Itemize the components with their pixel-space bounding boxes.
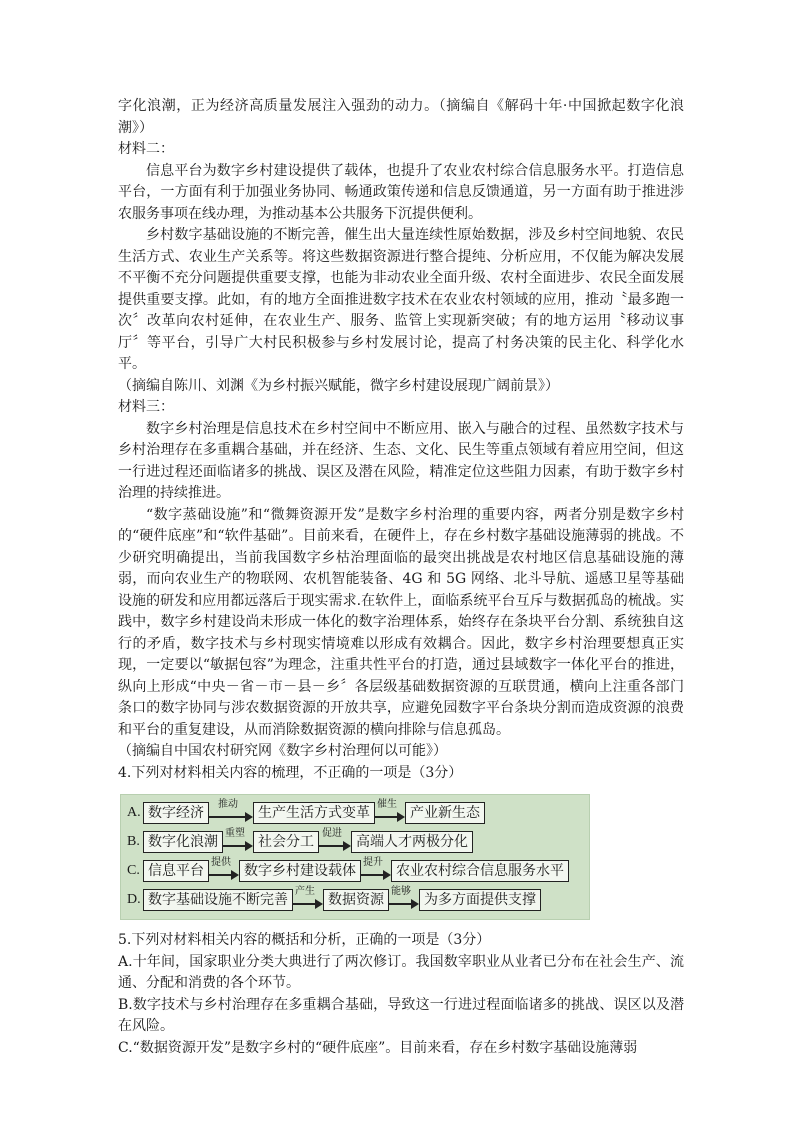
diagram-arrow (293, 886, 323, 910)
diagram-box: 数字基础设施不断完善 (143, 889, 293, 911)
question-4-diagram (120, 794, 590, 920)
diagram-row-b (127, 830, 473, 854)
material-three-label: 材料三： (118, 399, 174, 415)
diagram-arrow (375, 799, 405, 823)
document-page (118, 96, 684, 1059)
diagram-row-c (127, 859, 569, 883)
question-4-stem: 4.下列对材料相关内容的梳理，不正确的一项是（3分） (118, 764, 463, 781)
diagram-box: 社会分工 (253, 831, 319, 853)
arrow-label: 能够 (391, 886, 411, 897)
row-letter: D. (127, 892, 141, 908)
diagram-row-a (127, 801, 485, 825)
diagram-box: 生产生活方式变革 (253, 802, 375, 824)
row-letter: C. (127, 863, 140, 879)
diagram-box: 数字化浪潮 (143, 831, 223, 853)
question-5-stem: 5.下列对材料相关内容的概括和分析，正确的一项是（3分） (118, 932, 491, 948)
diagram-arrow (223, 828, 253, 852)
arrow-label: 提升 (363, 857, 383, 868)
diagram-arrow (361, 857, 391, 881)
material-two-paragraph-2: 乡村数字基础设施的不断完善，催生出大量连续性原始数据，涉及乡村空间地貌、农民生活方式、农业生产关系等。将这些数据资源进行整合提纯、分析应用，不仅能为解决发展不平衡不充分问题提供重要支撑，也能为非动农业全面升级、农村全面进步、农民全面发展提供重要支撑。此如，有的地方全面推进数字技术在农业农村领域的应用，推动〝最多跑一次〞改革向农村延伸，在农业生产、服务、监管上实现新突破；有的地方运用〝移动议事厅〞等平台，引导广大村民积极参与乡村发展讨论，提高了村务决策的民主化、科学化水平。 (118, 227, 684, 372)
row-letter: B. (127, 834, 140, 850)
row-letter: A. (127, 805, 141, 821)
diagram-arrow (389, 886, 419, 910)
diagram-box: 为多方面提供支撑 (419, 889, 541, 911)
arrow-label: 促进 (322, 828, 342, 839)
diagram-box: 数据资源 (323, 889, 389, 911)
material-three-paragraph-1: 数字乡村治理是信息技术在乡村空间中不断应用、嵌入与融合的过程、虽然数字技术与乡村治理存在多重耦合基础，并在经济、生态、文化、民生等重点领域有着应用空间，但这一行进过程还面临诸多的挑战、误区及潜在风险，精准定位这些阻力因素，有助于数字乡村治理的持续推进。 (118, 420, 684, 501)
material-two-source: （摘编自陈川、刘渊《为乡村振兴赋能，微字乡村建设展现广阔前景》） (118, 377, 559, 394)
arrow-label: 重塑 (225, 828, 245, 839)
diagram-arrow (319, 828, 351, 852)
diagram-box: 农业农村综合信息服务水平 (391, 860, 569, 882)
diagram-box: 数字经济 (143, 802, 209, 824)
question-5-option-c: C.“数据资源开发”是数字乡村的“硬件底座”。目前来看，存在乡村数字基础设施薄弱 (118, 1039, 638, 1056)
arrow-label: 产生 (295, 886, 315, 897)
material-two-paragraph-1: 信息平台为数字乡村建设提供了载体，也提升了农业农村综合信息服务水平。打造信息平台，一方面有利于加强业务协同、畅通政策传递和信息反馈通道，另一方面有助于推进涉农服务事项在线办理，为推动基本公共服务下沉提供便利。 (118, 162, 684, 222)
diagram-box: 产业新生态 (405, 802, 485, 824)
material-two-label: 材料二： (118, 141, 174, 157)
diagram-arrow (209, 799, 253, 823)
question-5-option-b: B.数字技术与乡村治理存在多重耦合基础，导致这一行进过程面临诸多的挑战、误区以及潜在风险。 (118, 996, 684, 1034)
paragraph-top: 字化浪潮，正为经济高质量发展注入强劲的动力。（摘编自《解码十年·中国掀起数字化浪潮》） (118, 98, 684, 136)
diagram-arrow (209, 857, 239, 881)
arrow-label: 推动 (218, 799, 238, 810)
diagram-box: 信息平台 (143, 860, 209, 882)
material-three-paragraph-2: “数字蒸础设施”和“微舞资源开发”是数字乡村治理的重要内容，两者分别是数字乡村的“硬件底座”和“软件基础”。目前来看，在硬件上，存在乡村数字基础设施薄弱的挑战。不少研究明确提出，当前我国数字乡枯治理面临的最突出挑战是农村地区信息基础设施的薄弱，而向农业生产的物联网、农机智能装备、4G 和 5G 网络、北斗导航、遥感卫星等基础设施的研发和应用都远落后于现实需求.在软件上，面临系统平台互斥与数据孤岛的梳战。实践中，数字乡村建设尚未形成一体化的数字治理体系，始终存在条块平台分割、系统独自这行的矛盾，数字技术与乡村现实情境难以形成有效耦合。因此，数字乡村治理要想真正实现，一定要以“敏据包容”为理念，注重共性平台的打造，通过县域数字一体化平台的推进，纵向上形成“中央－省－市－县－乡〞各层级基础数据资源的互联贯通，横向上注重各部门条口的数字协同与涉农数据资源的开放共享，应避免园数字平台条块分割而造成资源的浪费和平台的重复建设，从而消除数据资源的横向排除与信息孤岛。 (118, 506, 684, 738)
question-5-option-a: A.十年间，国家职业分类大典进行了两次修订。我国数宰职业从业者已分布在社会生产、流通、分配和消费的各个环节。 (118, 953, 684, 991)
arrow-label: 催生 (377, 799, 397, 810)
diagram-row-d (127, 888, 541, 912)
material-three-source: （摘编自中国农村研究网《数字乡村治理何以可能》） (118, 743, 447, 759)
arrow-label: 提供 (211, 857, 231, 868)
diagram-box: 高端人才两极分化 (351, 831, 473, 853)
diagram-box: 数字乡村建设载体 (239, 860, 361, 882)
